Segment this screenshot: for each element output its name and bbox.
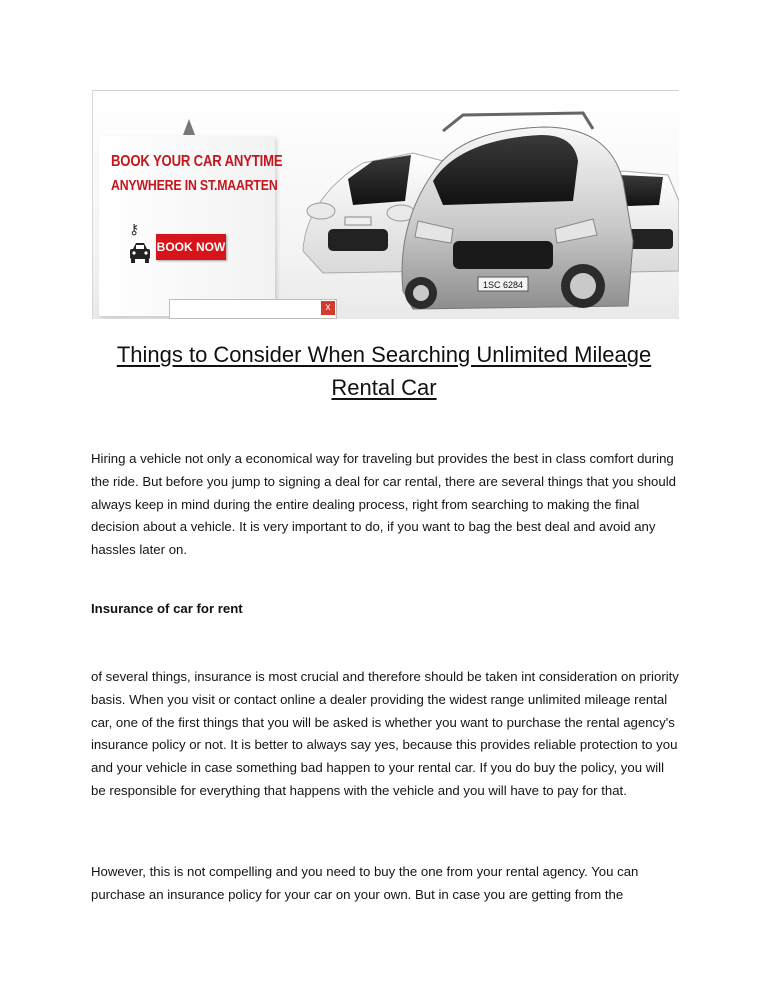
car-front-icon [127, 241, 153, 265]
rental-banner-image [92, 90, 679, 319]
insurance-paragraph: of several things, insurance is most crucial and therefore should be taken int consideration on priority basis. When you visit or contact online a dealer providing the widest range unlimited mileage rental car, one of the first things that you will be asked is whether you want to purchase the rental agency's insurance policy or not. It is better to always say yes, because this provides reliable protection to you and your vehicle in case something bad happen to your rental car. If you do buy the policy, you will be responsible for everything that happens with the vehicle and you will have to pay for that. [91, 669, 679, 798]
map-pin-icon [183, 119, 195, 135]
banner-tagline-line2: ANYWHERE IN ST.MAARTEN [111, 177, 278, 194]
section-heading: Insurance of car for rent [91, 601, 243, 616]
license-plate-text: 1SC 6284 [482, 280, 524, 290]
intro-paragraph: Hiring a vehicle not only a economical way for traveling but provides the best in class comfort during the ride. But before you jump to signing a deal for car rental, there are several things that you should always keep in mind during the entire dealing process, right from searching to making the final decision about a vehicle. It is very important to do, if you want to bag the best deal and avoid any hassles later on. [91, 451, 676, 558]
cars-illustration [293, 101, 679, 319]
document-title: Things to Consider When Searching Unlimited Mileage Rental Car [116, 342, 652, 400]
silver-suv-car [402, 113, 633, 309]
banner-tagline-line1: BOOK YOUR CAR ANYTIME [111, 153, 283, 170]
followup-paragraph: However, this is not compelling and you need to buy the one from your rental agency. You can purchase an insurance policy for your car on your own. But in case you are getting from the [91, 864, 639, 902]
book-now-button[interactable]: BOOK NOW [156, 234, 226, 260]
close-icon: x [321, 301, 335, 315]
car-key-icon: ⚷ [129, 221, 140, 237]
